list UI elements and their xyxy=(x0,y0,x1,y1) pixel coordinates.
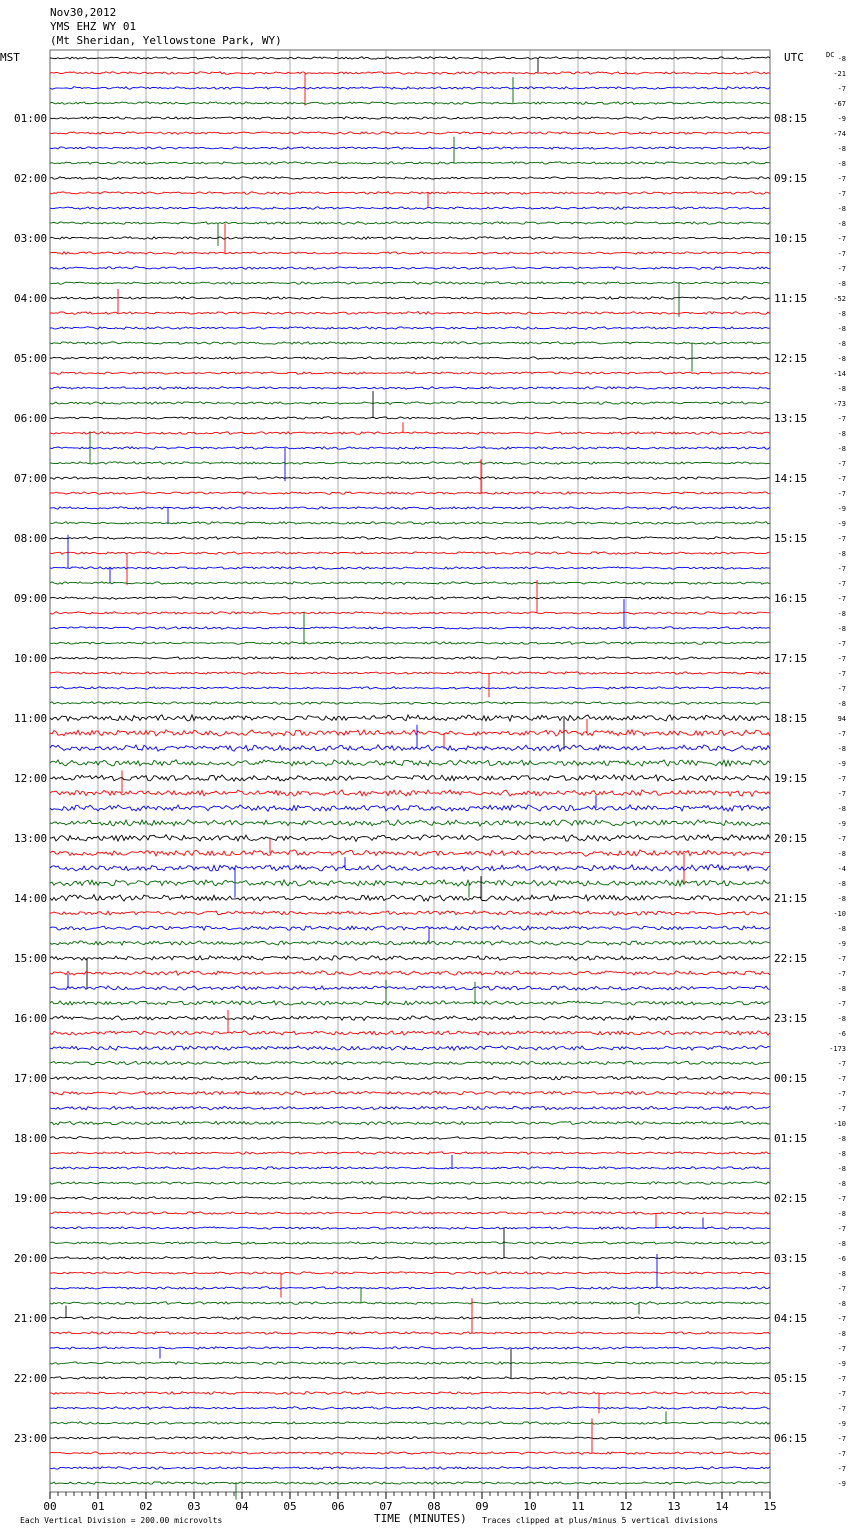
x-tick-label: 06 xyxy=(331,1500,345,1513)
dc-offset-label: -8 xyxy=(837,805,846,813)
dc-offset-label: -8 xyxy=(837,280,846,288)
dc-offset-label: -8 xyxy=(837,310,846,318)
dc-offset-label: -7 xyxy=(837,1345,846,1353)
right-hour-label: 15:15 xyxy=(774,532,808,545)
trace-row xyxy=(50,1242,770,1245)
dc-offset-label: -14 xyxy=(833,370,846,378)
trace-row xyxy=(50,522,770,525)
seismic-traces xyxy=(50,57,770,1500)
left-hour-label: 12:00 xyxy=(14,772,48,785)
dc-offset-label: -9 xyxy=(837,940,846,948)
dc-offset-label: -7 xyxy=(837,1315,846,1323)
dc-offset-label: -8 xyxy=(837,325,846,333)
trace-row xyxy=(50,207,770,210)
dc-offset-labels xyxy=(829,55,846,1488)
trace-row xyxy=(50,672,770,698)
trace-row xyxy=(50,357,770,360)
dc-offset-label: -8 xyxy=(837,430,846,438)
trace-row xyxy=(50,1212,770,1228)
left-hour-label: 08:00 xyxy=(14,532,48,545)
trace-row xyxy=(50,535,770,584)
right-hour-label: 01:15 xyxy=(774,1132,808,1145)
dc-offset-label: -7 xyxy=(837,640,846,648)
trace-row xyxy=(50,537,770,540)
trace-row xyxy=(50,282,770,317)
dc-offset-label: -7 xyxy=(837,1390,846,1398)
trace-row xyxy=(50,1437,770,1440)
trace-row xyxy=(50,1467,770,1470)
dc-offset-label: -4 xyxy=(837,865,846,873)
left-hour-label: 17:00 xyxy=(14,1072,48,1085)
dc-offset-label: -10 xyxy=(833,1120,846,1128)
dc-offset-label: -6 xyxy=(837,1030,846,1038)
dc-offset-label: -8 xyxy=(837,925,846,933)
dc-offset-label: -7 xyxy=(837,1225,846,1233)
x-tick-label: 07 xyxy=(379,1500,393,1513)
left-hour-label: 13:00 xyxy=(14,832,48,845)
left-hour-label: 16:00 xyxy=(14,1012,48,1025)
trace-row xyxy=(50,137,770,164)
x-tick-label: 13 xyxy=(667,1500,681,1513)
dc-offset-label: -7 xyxy=(837,265,846,273)
dc-offset-label: -9 xyxy=(837,820,846,828)
trace-row xyxy=(50,980,770,1005)
left-hour-label: 01:00 xyxy=(14,112,48,125)
x-tick-label: 03 xyxy=(187,1500,201,1513)
trace-row xyxy=(50,1407,770,1410)
dc-offset-label: -8 xyxy=(837,895,846,903)
right-hour-label: 14:15 xyxy=(774,472,808,485)
dc-offset-label: -8 xyxy=(837,1330,846,1338)
trace-row xyxy=(50,1362,770,1365)
plot-grid xyxy=(50,50,770,1492)
dc-offset-label: -7 xyxy=(837,565,846,573)
trace-row xyxy=(50,1076,770,1080)
x-tick-label: 08 xyxy=(427,1500,441,1513)
dc-offset-label: -7 xyxy=(837,175,846,183)
right-timezone-label: UTC xyxy=(784,51,804,64)
trace-row xyxy=(50,342,770,372)
dc-offset-label: -7 xyxy=(837,85,846,93)
dc-offset-label: -8 xyxy=(837,1210,846,1218)
dc-offset-label: -67 xyxy=(833,100,846,108)
dc-offset-label: -8 xyxy=(837,1180,846,1188)
dc-offset-label: -8 xyxy=(837,1015,846,1023)
dc-offset-label: -7 xyxy=(837,775,846,783)
dc-offset-label: -7 xyxy=(837,460,846,468)
dc-offset-label: -8 xyxy=(837,700,846,708)
dc-offset-label: -7 xyxy=(837,1465,846,1473)
trace-row xyxy=(50,1106,770,1110)
dc-offset-label: -8 xyxy=(837,445,846,453)
right-hour-label: 21:15 xyxy=(774,892,808,905)
dc-offset-label: -8 xyxy=(837,160,846,168)
trace-row xyxy=(50,687,770,690)
left-hour-label: 03:00 xyxy=(14,232,48,245)
dc-offset-label: -7 xyxy=(837,1060,846,1068)
dc-offset-label: -8 xyxy=(837,1300,846,1308)
dc-offset-label: -7 xyxy=(837,580,846,588)
right-hour-label: 06:15 xyxy=(774,1432,808,1445)
dc-offset-label: -7 xyxy=(837,835,846,843)
dc-offset-label: -7 xyxy=(837,475,846,483)
x-tick-label: 14 xyxy=(715,1500,729,1513)
dc-offset-label: -7 xyxy=(837,970,846,978)
dc-offset-label: -9 xyxy=(837,1360,846,1368)
dc-offset-label: -8 xyxy=(837,355,846,363)
dc-offset-label: 94 xyxy=(837,715,846,723)
dc-offset-label: -73 xyxy=(833,400,846,408)
dc-offset-label: -8 xyxy=(837,880,846,888)
dc-offset-label: -7 xyxy=(837,955,846,963)
trace-row xyxy=(50,1482,770,1500)
x-tick-label: 10 xyxy=(523,1500,537,1513)
clip-note: Traces clipped at plus/minus 5 vertical divisions xyxy=(482,1516,719,1525)
trace-row xyxy=(50,876,770,901)
trace-row xyxy=(50,177,770,180)
trace-row xyxy=(50,1091,770,1095)
x-tick-label: 09 xyxy=(475,1500,489,1513)
trace-row xyxy=(50,1155,770,1169)
dc-offset-label: -10 xyxy=(833,910,846,918)
dc-offset-label: -21 xyxy=(833,70,846,78)
trace-row xyxy=(50,657,770,660)
left-hour-label: 09:00 xyxy=(14,592,48,605)
left-hour-label: 06:00 xyxy=(14,412,48,425)
left-hour-label: 23:00 xyxy=(14,1432,48,1445)
dc-offset-label: -8 xyxy=(837,850,846,858)
x-tick-label: 02 xyxy=(139,1500,153,1513)
dc-offset-label: -9 xyxy=(837,520,846,528)
trace-row xyxy=(50,971,770,976)
right-hour-label: 04:15 xyxy=(774,1312,808,1325)
dc-offset-label: -7 xyxy=(837,670,846,678)
trace-row xyxy=(50,857,770,898)
dc-offset-label: -8 xyxy=(837,1270,846,1278)
right-hour-label: 23:15 xyxy=(774,1012,808,1025)
left-hour-label: 18:00 xyxy=(14,1132,48,1145)
left-hour-label: 20:00 xyxy=(14,1252,48,1265)
dc-offset-label: -7 xyxy=(837,730,846,738)
right-hour-label: 17:15 xyxy=(774,652,808,665)
trace-row xyxy=(50,820,770,826)
dc-offset-label: -8 xyxy=(837,1240,846,1248)
trace-row xyxy=(50,775,770,781)
trace-row xyxy=(50,192,770,208)
trace-row xyxy=(50,760,770,767)
left-hour-label: 14:00 xyxy=(14,892,48,905)
scale-note: Each Vertical Division = 200.00 microvolts xyxy=(20,1516,223,1525)
x-tick-label: 12 xyxy=(619,1500,633,1513)
right-hour-label: 03:15 xyxy=(774,1252,808,1265)
trace-row xyxy=(50,1411,770,1424)
trace-row xyxy=(50,1061,770,1065)
plot-frame xyxy=(50,50,770,1492)
dc-offset-label: -8 xyxy=(837,205,846,213)
trace-row xyxy=(50,477,770,480)
left-hour-label: 05:00 xyxy=(14,352,48,365)
left-hour-label: 07:00 xyxy=(14,472,48,485)
left-hour-label: 04:00 xyxy=(14,292,48,305)
dc-offset-label: -8 xyxy=(837,385,846,393)
x-tick-label: 05 xyxy=(283,1500,297,1513)
trace-row xyxy=(50,582,770,585)
trace-row xyxy=(50,911,770,915)
dc-offset-label: -7 xyxy=(837,1075,846,1083)
trace-row xyxy=(50,1010,770,1035)
dc-offset-label: -9 xyxy=(837,505,846,513)
dc-offset-label: -7 xyxy=(837,790,846,798)
trace-row xyxy=(50,1016,770,1021)
trace-row xyxy=(50,1392,770,1414)
dc-offset-label: -7 xyxy=(837,1000,846,1008)
left-hour-label: 21:00 xyxy=(14,1312,48,1325)
trace-row xyxy=(50,387,770,390)
trace-row xyxy=(50,1152,770,1155)
trace-row xyxy=(50,372,770,375)
trace-row xyxy=(50,507,770,524)
left-hour-label: 19:00 xyxy=(14,1192,48,1205)
trace-row xyxy=(50,1347,770,1359)
trace-row xyxy=(50,770,770,796)
right-hour-label: 00:15 xyxy=(774,1072,808,1085)
trace-row xyxy=(50,87,770,90)
trace-row xyxy=(50,974,770,990)
trace-row xyxy=(50,941,770,946)
dc-offset-label: -6 xyxy=(837,1255,846,1263)
trace-row xyxy=(50,1349,770,1380)
dc-offset-label: -8 xyxy=(837,1150,846,1158)
left-hour-label: 02:00 xyxy=(14,172,48,185)
x-tick-label: 01 xyxy=(91,1500,105,1513)
trace-row xyxy=(50,57,770,73)
trace-row xyxy=(50,132,770,135)
trace-row xyxy=(50,117,770,120)
trace-row xyxy=(50,289,770,314)
left-hour-label: 15:00 xyxy=(14,952,48,965)
trace-row xyxy=(50,1182,770,1185)
right-hour-label: 12:15 xyxy=(774,352,808,365)
x-tick-label: 11 xyxy=(571,1500,585,1513)
trace-row xyxy=(50,1197,770,1200)
dc-offset-label: -7 xyxy=(837,250,846,258)
trace-row xyxy=(50,222,770,246)
right-hour-label: 19:15 xyxy=(774,772,808,785)
dc-offset-label: -8 xyxy=(837,1165,846,1173)
trace-row xyxy=(50,459,770,494)
trace-row xyxy=(50,880,770,898)
trace-row xyxy=(50,1046,770,1051)
right-hour-label: 10:15 xyxy=(774,232,808,245)
trace-row xyxy=(50,422,770,434)
trace-row xyxy=(50,835,770,842)
dc-offset-label: -9 xyxy=(837,1420,846,1428)
trace-row xyxy=(50,1137,770,1140)
dc-offset-label: -7 xyxy=(837,415,846,423)
right-hour-label: 20:15 xyxy=(774,832,808,845)
trace-row xyxy=(50,327,770,330)
dc-offset-label: -8 xyxy=(837,145,846,153)
dc-offset-label: -8 xyxy=(837,625,846,633)
dc-offset-label: -7 xyxy=(837,1435,846,1443)
dc-offset-label: -8 xyxy=(837,340,846,348)
right-hour-label: 13:15 xyxy=(774,412,808,425)
dc-offset-label: -7 xyxy=(837,1450,846,1458)
trace-row xyxy=(50,926,770,942)
x-axis-ticks xyxy=(43,1492,776,1513)
dc-offset-label: -7 xyxy=(837,1375,846,1383)
dc-offset-label: -7 xyxy=(837,235,846,243)
right-hour-label: 05:15 xyxy=(774,1372,808,1385)
trace-row xyxy=(50,237,770,240)
dc-offset-label: -9 xyxy=(837,115,846,123)
right-hour-label: 22:15 xyxy=(774,952,808,965)
dc-offset-label: -8 xyxy=(837,985,846,993)
dc-offset-label: -7 xyxy=(837,1090,846,1098)
right-hour-label: 09:15 xyxy=(774,172,808,185)
x-tick-label: 15 xyxy=(763,1500,777,1513)
trace-row xyxy=(50,1306,770,1320)
header-location: (Mt Sheridan, Yellowstone Park, WY) xyxy=(50,34,282,47)
dc-offset-label: -7 xyxy=(837,190,846,198)
dc-offset-label: -52 xyxy=(833,295,846,303)
trace-row xyxy=(50,77,770,104)
dc-offset-label: -7 xyxy=(837,685,846,693)
dc-offset-label: -8 xyxy=(837,55,846,63)
dc-offset-label: -8 xyxy=(837,220,846,228)
right-time-labels xyxy=(774,112,807,1445)
trace-row xyxy=(50,1218,770,1230)
trace-row xyxy=(50,956,770,989)
dc-offset-label: -7 xyxy=(837,1195,846,1203)
right-hour-label: 18:15 xyxy=(774,712,808,725)
dc-offset-label: -7 xyxy=(837,1105,846,1113)
trace-row xyxy=(50,297,770,300)
trace-row xyxy=(50,795,770,811)
trace-row xyxy=(50,839,770,883)
trace-row xyxy=(50,1287,770,1315)
dc-offset-label: -7 xyxy=(837,595,846,603)
dc-offset-label: -8 xyxy=(837,610,846,618)
dc-offset-label: -7 xyxy=(837,1285,846,1293)
dc-offset-label: -173 xyxy=(829,1045,846,1053)
dc-offset-label: -9 xyxy=(837,1480,846,1488)
x-tick-label: 04 xyxy=(235,1500,249,1513)
x-axis-title: TIME (MINUTES) xyxy=(374,1512,467,1525)
trace-row xyxy=(50,597,770,600)
header-station: YMS EHZ WY 01 xyxy=(50,20,137,33)
trace-row xyxy=(50,1272,770,1298)
header-date: Nov30,2012 xyxy=(50,6,117,19)
left-hour-label: 10:00 xyxy=(14,652,48,665)
left-hour-label: 11:00 xyxy=(14,712,48,725)
dc-offset-label: -8 xyxy=(837,550,846,558)
x-tick-label: 00 xyxy=(43,1500,57,1513)
right-hour-label: 16:15 xyxy=(774,592,808,605)
trace-row xyxy=(50,719,770,749)
left-timezone-label: MST xyxy=(0,51,20,64)
left-time-labels xyxy=(14,112,47,1445)
trace-row xyxy=(50,702,770,705)
trace-row xyxy=(50,725,770,751)
dc-header-label: DC xyxy=(826,51,835,59)
trace-row xyxy=(50,391,770,419)
dc-offset-label: -7 xyxy=(837,655,846,663)
trace-row xyxy=(50,147,770,150)
left-hour-label: 22:00 xyxy=(14,1372,48,1385)
dc-offset-label: -7 xyxy=(837,490,846,498)
right-hour-label: 11:15 xyxy=(774,292,808,305)
dc-offset-label: -8 xyxy=(837,745,846,753)
trace-row xyxy=(50,402,770,405)
right-hour-label: 08:15 xyxy=(774,112,808,125)
trace-row xyxy=(50,1121,770,1125)
trace-row xyxy=(50,223,770,254)
dc-offset-label: -7 xyxy=(837,535,846,543)
trace-row xyxy=(50,267,770,270)
dc-offset-label: -7 xyxy=(837,1405,846,1413)
right-hour-label: 02:15 xyxy=(774,1192,808,1205)
dc-offset-label: -74 xyxy=(833,130,846,138)
dc-offset-label: -8 xyxy=(837,1135,846,1143)
dc-offset-label: -9 xyxy=(837,760,846,768)
